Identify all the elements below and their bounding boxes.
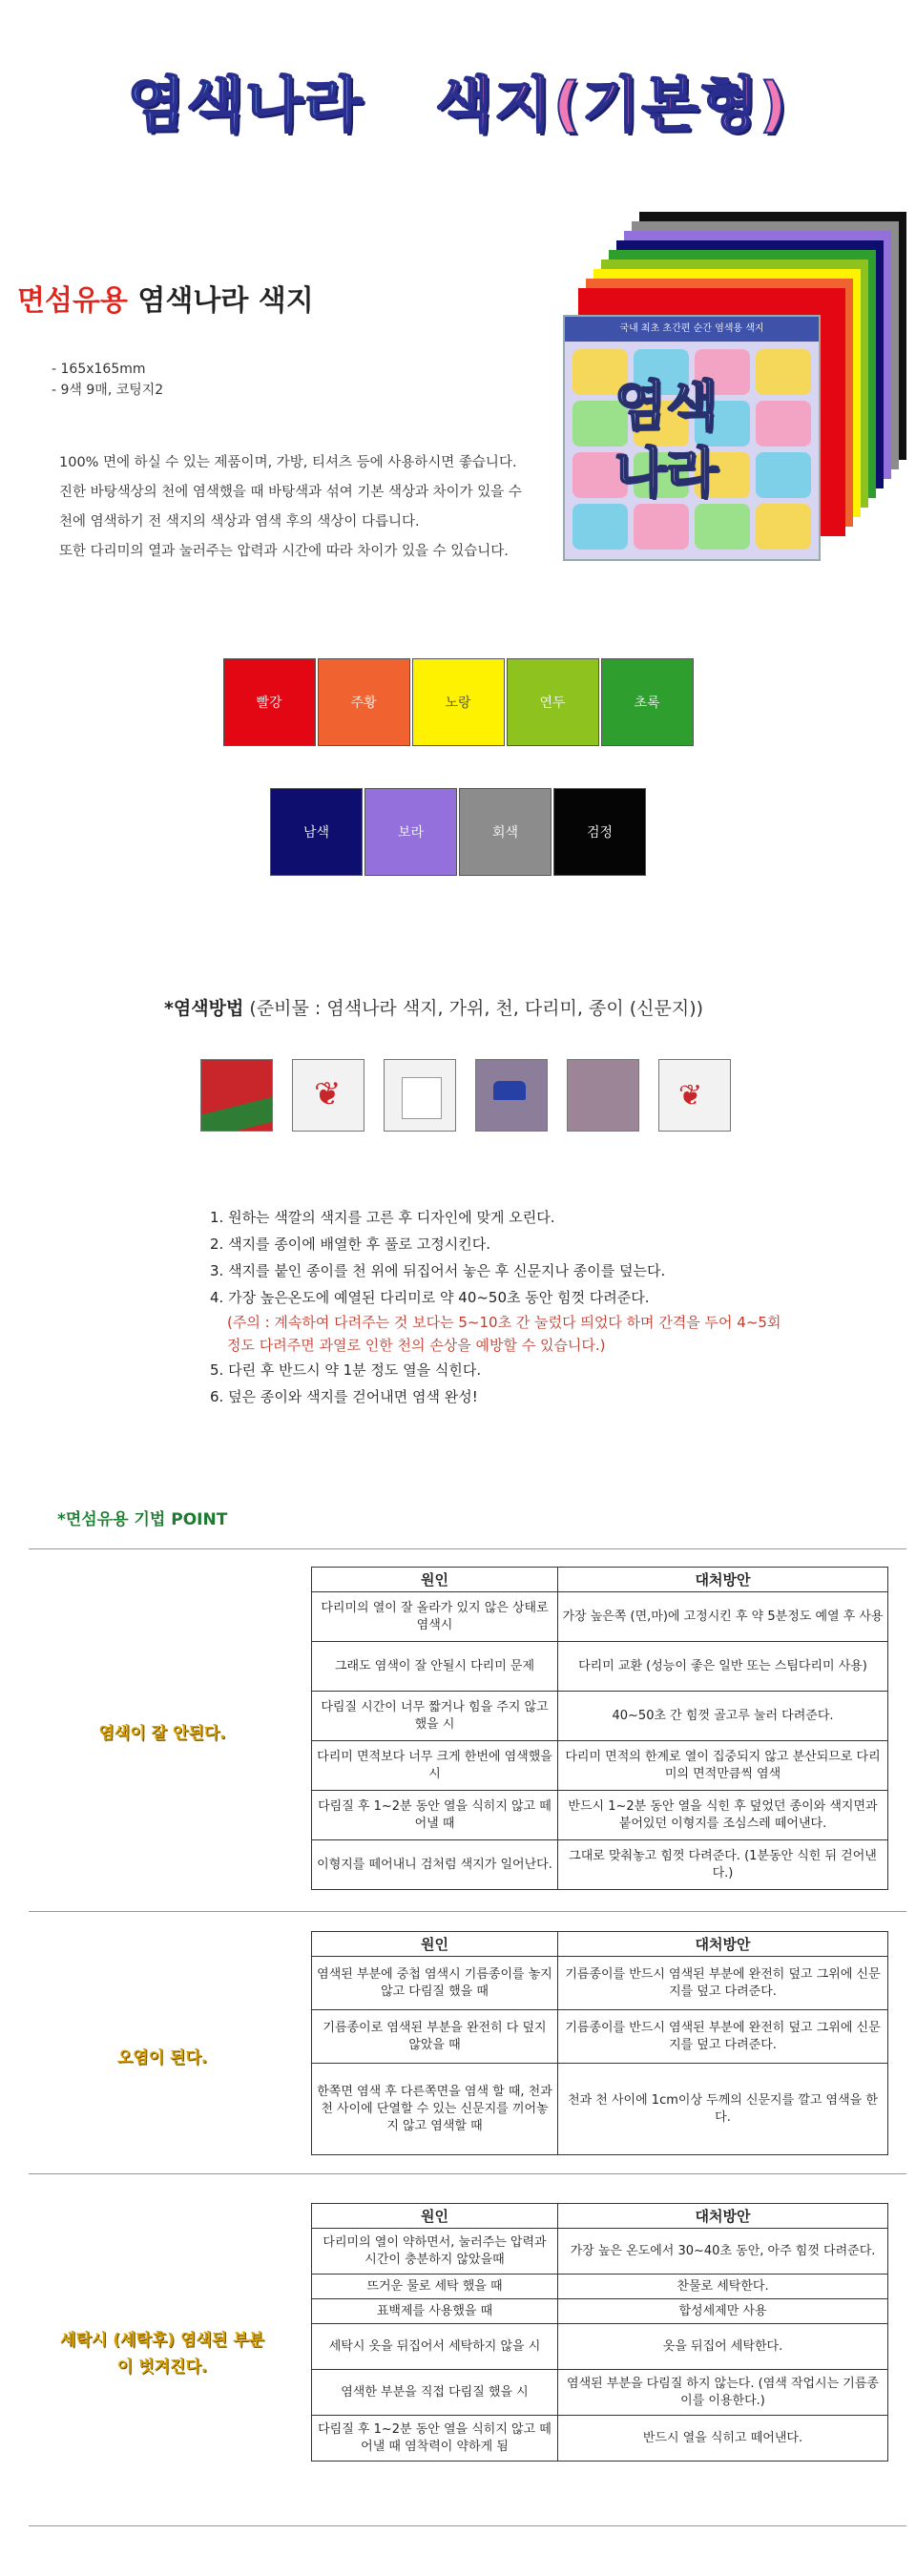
troubleshoot-section-3 <box>29 2173 906 2526</box>
cell-solution: 다리미 교환 (성능이 좋은 일반 또는 스팀다리미 사용) <box>558 1642 888 1692</box>
banner-title-part1: 염색나라 <box>127 70 364 139</box>
header-solution: 대처방안 <box>558 1932 888 1957</box>
cell-cause: 다림질 후 1~2분 동안 열을 식히지 않고 떼어낼 때 염착력이 약하게 됨 <box>312 2416 558 2462</box>
step-image-arrange <box>292 1059 364 1132</box>
table-row <box>312 1741 888 1791</box>
table-row <box>312 1957 888 2010</box>
table-row <box>312 1791 888 1840</box>
cell-solution: 기름종이를 반드시 염색된 부분에 완전히 덮고 그위에 신문지를 덮고 다려준다. <box>558 1957 888 2010</box>
instruction-step: 2. 색지를 종이에 배열한 후 풀로 고정시킨다. <box>210 1236 491 1253</box>
table-row <box>312 1592 888 1642</box>
subtitle-red: 면섬유용 <box>17 284 128 318</box>
cell-cause: 표백제를 사용했을 때 <box>312 2299 558 2324</box>
header-cause: 원인 <box>312 1932 558 1957</box>
warning-line: (주의 : 계속하여 다려주는 것 보다는 5~10초 간 눌렀다 띄었다 하며 간격을 두어 4~5회 <box>227 1314 781 1331</box>
desc-line: 또한 다리미의 열과 눌러주는 압력과 시간에 따라 차이가 있을 수 있습니다. <box>59 544 509 559</box>
cell-cause: 다림질 시간이 너무 짧거나 힘을 주지 않고 했을 시 <box>312 1692 558 1741</box>
cell-cause: 기름종이로 염색된 부분을 완전히 다 덮지 않았을 때 <box>312 2010 558 2064</box>
desc-line: 100% 면에 하실 수 있는 제품이며, 가방, 티셔츠 등에 사용하시면 좋습니다. <box>59 455 517 470</box>
troubleshoot-section-1 <box>29 1548 906 1911</box>
table-row <box>312 1692 888 1741</box>
header-cause: 원인 <box>312 1568 558 1592</box>
cover-logo-line1: 염색 <box>614 376 718 438</box>
warning-note <box>227 1311 781 1357</box>
desc-line: 천에 염색하기 전 색지의 색상과 염색 후의 색상이 다릅니다. <box>59 514 420 530</box>
table-row <box>312 1642 888 1692</box>
troubleshoot-table-1 <box>311 1567 888 1890</box>
table-row <box>312 2299 888 2324</box>
spec-list <box>52 359 163 401</box>
table-row <box>312 2275 888 2299</box>
troubleshoot-table-2 <box>311 1931 888 2155</box>
header-cause: 원인 <box>312 2204 558 2229</box>
swatch-purple: 보라 <box>364 788 457 876</box>
section-label: 세탁시 (세탁후) 염색된 부분이 벗겨진다. <box>60 2331 264 2377</box>
spec-count: - 9색 9매, 코팅지2 <box>52 383 164 398</box>
color-swatch-row-2 <box>0 788 916 876</box>
section-label: 염색이 잘 안된다. <box>98 1724 226 1743</box>
method-heading <box>164 994 703 1020</box>
cell-cause: 다리미의 열이 잘 올라가 있지 않은 상태로 염색시 <box>312 1592 558 1642</box>
cell-solution: 염색된 부분을 다림질 하지 않는다. (염색 작업시는 기름종이를 이용한다.) <box>558 2370 888 2416</box>
cover-tagline: 국내 최초 초간편 순간 염색용 색지 <box>565 317 819 342</box>
banner-title-part2: 색지(기본형) <box>435 70 789 139</box>
cell-solution: 옷을 뒤집어 세탁한다. <box>558 2324 888 2370</box>
cell-solution: 반드시 1~2분 동안 열을 식힌 후 덮었던 종이와 색지면과 붙어있던 이형지를 조심스레 떼어낸다. <box>558 1791 888 1840</box>
cell-cause: 다리미 면적보다 너무 크게 한번에 염색했을 시 <box>312 1741 558 1791</box>
cell-solution: 가장 높은 온도에서 30~40초 동안, 아주 힘껏 다려준다. <box>558 2229 888 2275</box>
cell-cause: 염색된 부분에 중첩 염색시 기름종이를 놓지 않고 다림질 했을 때 <box>312 1957 558 2010</box>
section-label: 오염이 된다. <box>116 2048 208 2067</box>
cell-solution: 가장 높은쪽 (면,마)에 고정시킨 후 약 5분정도 예열 후 사용 <box>558 1592 888 1642</box>
swatch-navy: 남색 <box>270 788 363 876</box>
cell-solution: 합성세제만 사용 <box>558 2299 888 2324</box>
instruction-step: 6. 덮은 종이와 색지를 걷어내면 염색 완성! <box>210 1388 478 1405</box>
method-materials: (준비물 : 염색나라 색지, 가위, 천, 다리미, 종이 (신문지)) <box>249 998 704 1019</box>
troubleshoot-section-2 <box>29 1911 906 2173</box>
instruction-step: 5. 다린 후 반드시 약 1분 정도 열을 식힌다. <box>210 1361 482 1379</box>
table-header-row <box>312 1932 888 1957</box>
table-row <box>312 1840 888 1890</box>
color-swatch-row-1 <box>0 658 916 746</box>
cell-solution: 반드시 열을 식히고 떼어낸다. <box>558 2416 888 2462</box>
subtitle-black: 염색나라 색지 <box>137 284 314 318</box>
table-row <box>312 2416 888 2462</box>
cell-solution: 찬물로 세탁한다. <box>558 2275 888 2299</box>
point-title: *면섬유용 기법 POINT <box>57 1510 228 1529</box>
cell-cause: 다림질 후 1~2분 동안 열을 식히지 않고 떼어낼 때 <box>312 1791 558 1840</box>
cell-cause: 한쪽면 염색 후 다른쪽면을 염색 할 때, 천과 천 사이에 단열할 수 있는 신문지를 끼어놓지 않고 염색할 때 <box>312 2064 558 2155</box>
method-title: *염색방법 <box>164 998 244 1019</box>
cell-cause: 뜨거운 물로 세탁 했을 때 <box>312 2275 558 2299</box>
table-header-row <box>312 2204 888 2229</box>
swatch-orange: 주황 <box>318 658 410 746</box>
cell-cause: 다리미의 열이 약하면서, 눌러주는 압력과 시간이 충분하지 않았을때 <box>312 2229 558 2275</box>
table-row <box>312 2010 888 2064</box>
cell-solution: 그대로 맞춰놓고 힘껏 다려준다. (1분동안 식힌 뒤 걷어낸다.) <box>558 1840 888 1890</box>
instruction-step: 3. 색지를 붙인 종이를 천 위에 뒤집어서 놓은 후 신문지나 종이를 덮는다. <box>210 1262 666 1279</box>
step-image-place <box>384 1059 456 1132</box>
header-solution: 대처방안 <box>558 1568 888 1592</box>
troubleshoot-table-3 <box>311 2203 888 2462</box>
step-image-cut <box>200 1059 273 1132</box>
swatch-black: 검정 <box>553 788 646 876</box>
desc-line: 진한 바탕색상의 천에 염색했을 때 바탕색과 섞여 기본 색상과 차이가 있을 수 <box>59 485 522 500</box>
header-solution: 대처방안 <box>558 2204 888 2229</box>
swatch-yellow: 노랑 <box>412 658 505 746</box>
product-image <box>563 212 906 565</box>
product-description <box>59 448 522 567</box>
cell-solution: 40~50초 간 힘껏 골고루 눌러 다려준다. <box>558 1692 888 1741</box>
instruction-step: 1. 원하는 색깔의 색지를 고른 후 디자인에 맞게 오린다. <box>210 1209 555 1226</box>
cell-solution: 천과 천 사이에 1cm이상 두께의 신문지를 깔고 염색을 한다. <box>558 2064 888 2155</box>
step-image-done <box>658 1059 731 1132</box>
swatch-gray: 회색 <box>459 788 552 876</box>
swatch-lime: 연두 <box>507 658 599 746</box>
swatch-green: 초록 <box>601 658 694 746</box>
cover-logo-line2: 나라 <box>614 443 718 505</box>
table-row <box>312 2370 888 2416</box>
table-row <box>312 2324 888 2370</box>
step-image-iron <box>475 1059 548 1132</box>
instruction-step: 4. 가장 높은온도에 예열된 다리미로 약 40~50초 동안 힘껏 다려준다. <box>210 1289 650 1306</box>
cell-solution: 다리미 면적의 한계로 열이 집중되지 않고 분산되므로 다리미의 면적만큼씩 염색 <box>558 1741 888 1791</box>
product-subtitle <box>17 277 314 319</box>
cell-solution: 기름종이를 반드시 염색된 부분에 완전히 덮고 그위에 신문지를 덮고 다려준다. <box>558 2010 888 2064</box>
table-header-row <box>312 1568 888 1592</box>
cell-cause: 그래도 염색이 잘 안될시 다리미 문제 <box>312 1642 558 1692</box>
method-step-images <box>200 1059 731 1132</box>
table-row <box>312 2064 888 2155</box>
instruction-list <box>210 1204 781 1410</box>
package-cover <box>563 315 821 561</box>
table-row <box>312 2229 888 2275</box>
cover-logo <box>614 374 718 508</box>
cell-cause: 세탁시 옷을 뒤집어서 세탁하지 않을 시 <box>312 2324 558 2370</box>
cell-cause: 염색한 부분을 직접 다림질 했을 시 <box>312 2370 558 2416</box>
swatch-red: 빨강 <box>223 658 316 746</box>
warning-line: 정도 다려주면 과열로 인한 천의 손상을 예방할 수 있습니다.) <box>227 1337 606 1354</box>
spec-size: - 165x165mm <box>52 362 146 377</box>
title-banner <box>0 57 916 142</box>
cell-cause: 이형지를 떼어내니 검처럼 색지가 일어난다. <box>312 1840 558 1890</box>
step-image-cool <box>567 1059 639 1132</box>
